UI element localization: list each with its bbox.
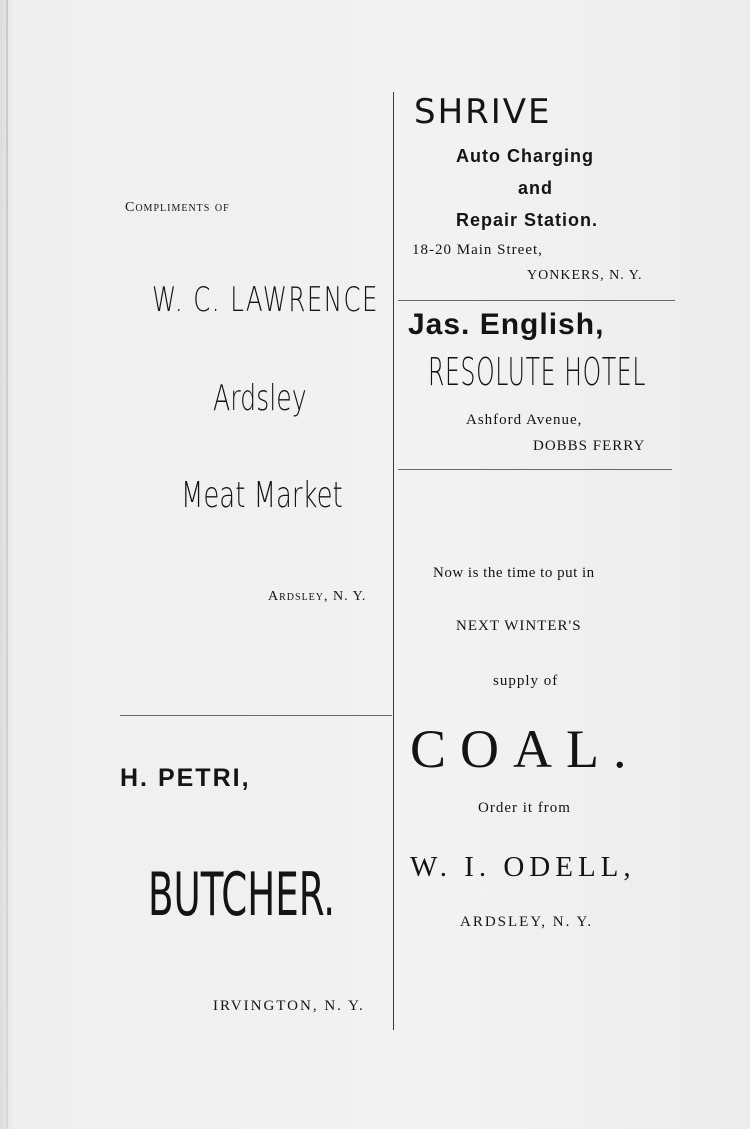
english-street: Ashford Avenue, [466, 412, 583, 428]
odell-line3: supply of [493, 673, 559, 689]
lawrence-compliments: Compliments of [125, 200, 230, 215]
shrive-line3: Repair Station. [456, 210, 599, 230]
left-divider [120, 715, 392, 716]
right-divider-1 [398, 300, 675, 301]
odell-line1: Now is the time to put in [433, 565, 595, 581]
shrive-line1: Auto Charging [456, 146, 594, 166]
english-city: DOBBS FERRY [533, 438, 646, 454]
column-divider [393, 92, 394, 1030]
lawrence-location: Ardsley, N. Y. [268, 589, 367, 604]
shrive-street: 18-20 Main Street, [412, 242, 543, 258]
odell-product: COAL. [410, 719, 641, 779]
shrive-line2: and [518, 178, 554, 198]
lawrence-town: Ardsley [213, 378, 307, 419]
petri-name: H. PETRI, [120, 764, 251, 792]
odell-order: Order it from [478, 800, 571, 816]
lawrence-name: W. C. LAWRENCE [152, 280, 379, 320]
petri-trade: BUTCHER. [148, 860, 336, 930]
odell-location: ARDSLEY, N. Y. [460, 914, 594, 930]
odell-line2: NEXT WINTER'S [456, 618, 582, 634]
english-name: Jas. English, [408, 308, 605, 341]
shrive-city: YONKERS, N. Y. [527, 268, 643, 283]
petri-location: IRVINGTON, N. Y. [213, 998, 365, 1014]
odell-name: W. I. ODELL, [410, 851, 636, 883]
shrive-name: SHRIVE [414, 92, 552, 132]
page-binding-edge [6, 0, 8, 1129]
lawrence-business: Meat Market [181, 475, 343, 516]
english-hotel: RESOLUTE HOTEL [428, 350, 647, 394]
right-divider-2 [398, 469, 672, 470]
